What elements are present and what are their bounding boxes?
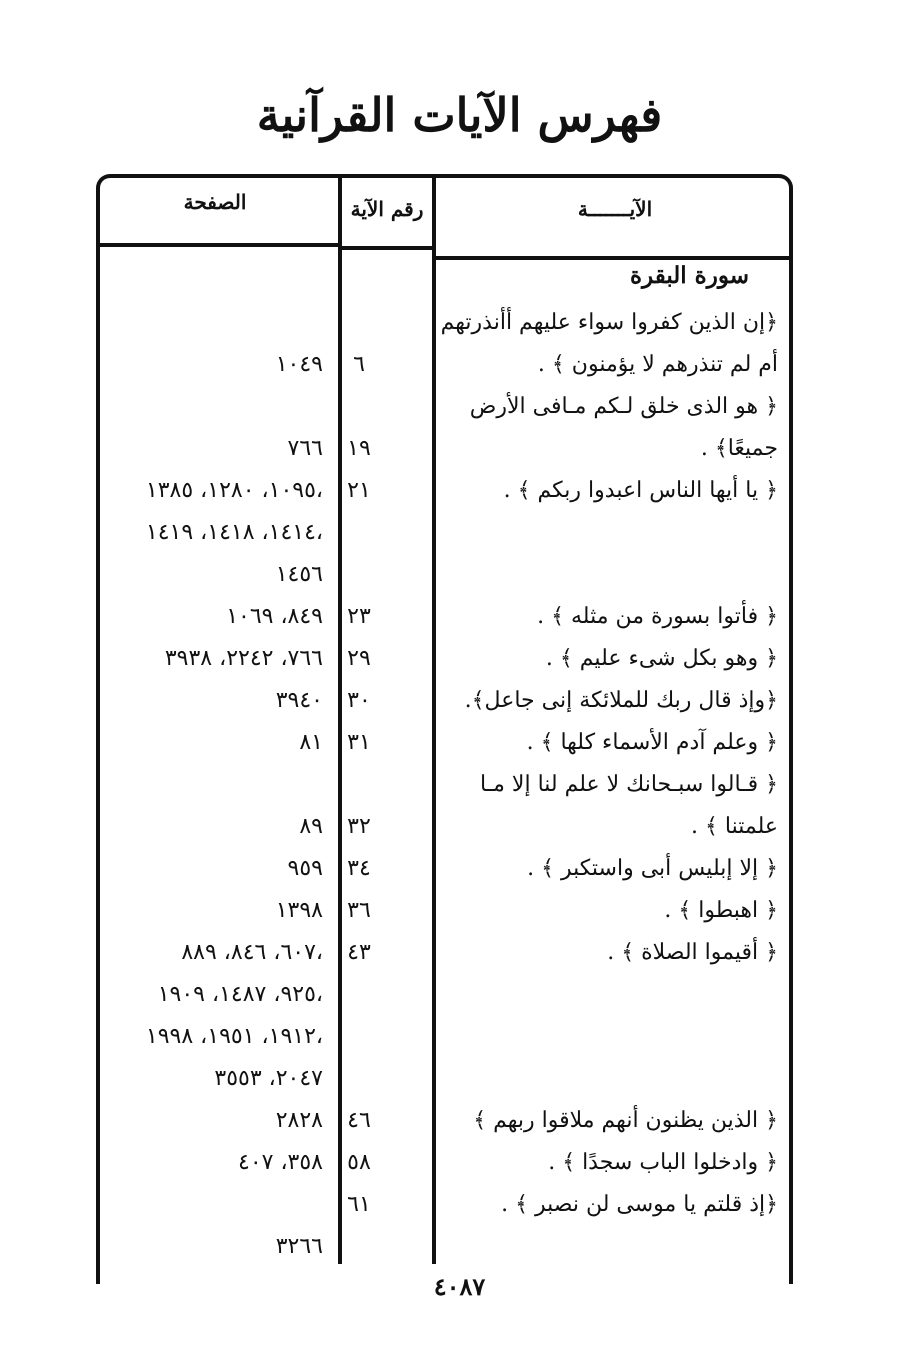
verse-text: ﴿ قـالوا سبـحانك لا علم لنا إلا مـا bbox=[479, 772, 778, 797]
verse-number: ٢١ bbox=[347, 478, 371, 503]
header-verse: الآيـــــــة bbox=[577, 197, 653, 221]
verse-number: ٤٦ bbox=[347, 1108, 371, 1133]
verse-text: ﴿ اهبطوا ﴾ . bbox=[664, 898, 778, 923]
verse-number: ٤٣ bbox=[347, 940, 371, 965]
header-rule-left bbox=[100, 243, 340, 247]
page-reference: ٩٢٥، ١٤٨٧، ١٩٠٩، bbox=[157, 982, 323, 1007]
verse-number: ٣٢ bbox=[347, 814, 371, 839]
page-reference: ١٩١٢، ١٩٥١، ١٩٩٨، bbox=[145, 1024, 323, 1049]
page-reference: ٨١ bbox=[299, 730, 323, 755]
page-reference: ٧٦٦، ٢٢٤٢، ٣٩٣٨ bbox=[164, 646, 323, 671]
page-reference: ١٤١٤، ١٤١٨، ١٤١٩، bbox=[145, 520, 323, 545]
verse-number: ٦١ bbox=[347, 1192, 371, 1217]
verse-number: ٣٤ bbox=[347, 856, 371, 881]
verse-number: ١٩ bbox=[347, 436, 371, 461]
page-reference: ٩٥٩ bbox=[287, 856, 323, 881]
verse-text: ﴿ الذين يظنون أنهم ملاقوا ربهم ﴾ bbox=[473, 1108, 778, 1133]
header-rule-right bbox=[434, 256, 790, 260]
page-reference: ٢٨٢٨ bbox=[275, 1108, 323, 1133]
header-page: الصفحة bbox=[183, 190, 247, 214]
verse-text: ﴿ وهو بكل شىء عليم ﴾ . bbox=[545, 646, 778, 671]
page-reference: ٣٩٤٠ bbox=[275, 688, 323, 713]
page-number: ٤٠٨٧ bbox=[433, 1272, 486, 1301]
page-reference: ٢٠٤٧، ٣٥٥٣ bbox=[214, 1066, 323, 1091]
page-reference: ١٣٩٨ bbox=[275, 898, 323, 923]
page-reference: ٨٤٩، ١٠٦٩ bbox=[226, 604, 323, 629]
page-reference: ٨٩ bbox=[299, 814, 323, 839]
verse-text: ﴿ وعلم آدم الأسماء كلها ﴾ . bbox=[526, 730, 778, 755]
verse-number: ٦ bbox=[353, 352, 365, 377]
header-rule-middle bbox=[340, 246, 434, 250]
page-title: فهرس الآيات القرآنية bbox=[256, 88, 663, 142]
verse-text: ﴿إذ قلتم يا موسى لن نصبر ﴾ . bbox=[501, 1192, 778, 1217]
verse-text: ﴿ فأتوا بسورة من مثله ﴾ . bbox=[537, 604, 778, 629]
header-verse-number: رقم الآية bbox=[350, 197, 424, 221]
page-reference: ٣٢٦٦ bbox=[275, 1234, 323, 1259]
page-reference: ١٠٩٥، ١٢٨٠، ١٣٨٥، bbox=[145, 478, 323, 503]
page-reference: ١٤٥٦ bbox=[275, 562, 323, 587]
verse-number: ٢٣ bbox=[347, 604, 371, 629]
page-reference: ١٠٤٩ bbox=[275, 352, 323, 377]
verse-number: ٣٦ bbox=[347, 898, 371, 923]
page-reference: ٧٦٦ bbox=[287, 436, 323, 461]
verse-text: جميعًا﴾ . bbox=[700, 436, 778, 461]
verse-text: علمتنا ﴾ . bbox=[691, 814, 778, 839]
verse-text: أم لم تنذرهم لا يؤمنون ﴾ . bbox=[537, 352, 778, 377]
verse-text: ﴿ وادخلوا الباب سجدًا ﴾ . bbox=[548, 1150, 778, 1175]
verse-text: ﴿ يا أيها الناس اعبدوا ربكم ﴾ . bbox=[503, 478, 778, 503]
column-divider-page bbox=[338, 174, 342, 1264]
surah-heading: سورة البقرة bbox=[629, 262, 749, 289]
verse-number: ٣٠ bbox=[347, 688, 371, 713]
verse-text: ﴿ هو الذى خلق لـكم مـافى الأرض bbox=[469, 394, 778, 419]
verse-number: ٥٨ bbox=[347, 1150, 371, 1175]
verse-number: ٣١ bbox=[347, 730, 371, 755]
verse-text: ﴿ إلا إبليس أبى واستكبر ﴾ . bbox=[527, 856, 778, 881]
verse-text: ﴿إن الذين كفروا سواء عليهم أأنذرتهم bbox=[440, 310, 778, 335]
column-divider-number bbox=[432, 174, 436, 1264]
page-reference: ٦٠٧، ٨٤٦، ٨٨٩، bbox=[181, 940, 323, 965]
page-reference: ٣٥٨، ٤٠٧ bbox=[238, 1150, 323, 1175]
verse-text: ﴿ أقيموا الصلاة ﴾ . bbox=[607, 940, 778, 965]
verse-number: ٢٩ bbox=[347, 646, 371, 671]
verse-text: ﴿وإذ قال ربك للملائكة إنى جاعل﴾. bbox=[464, 688, 778, 713]
